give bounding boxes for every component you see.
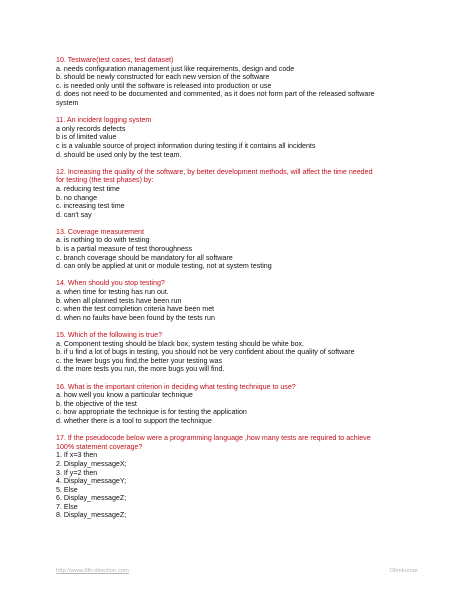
question-12 — [56, 168, 438, 220]
answer-option-b: b. is a partial measure of test thoroughness — [56, 245, 193, 254]
pseudocode-line: 4. Display_messageY; — [56, 477, 127, 486]
answer-option-c: c. increasing test time — [56, 202, 125, 211]
answer-option-a: a. Component testing should be black box, system testing should be white box. — [56, 339, 305, 348]
question-list — [56, 56, 438, 529]
answer-option-d: d. does not need to be documented and commented, as it does not form part of the released software — [56, 90, 375, 99]
pseudocode-line: 8. Display_messageZ; — [56, 511, 127, 520]
footer-link[interactable]: http://www.9th-direction.com — [56, 568, 129, 574]
question-10 — [56, 56, 438, 108]
question-14 — [56, 279, 438, 322]
answer-option-b: b. no change — [56, 193, 98, 202]
question-title: 11. An incident logging system — [56, 116, 152, 125]
question-title: 10. Testware(test cases, test dataset) — [56, 56, 174, 64]
question-title: 15. Which of the following is true? — [56, 331, 163, 339]
answer-option-d: d. the more tests you run, the more bugs you will find. — [56, 365, 225, 374]
question-11 — [56, 116, 438, 159]
answer-option-c: c. is needed only until the software is released into production or use — [56, 81, 272, 90]
answer-option-b: b. when all planned tests have been run — [56, 296, 182, 305]
pseudocode-line: 5. Else — [56, 485, 78, 494]
answer-option-d: d. should be used only by the test team. — [56, 150, 182, 159]
answer-option-a: a. is nothing to do with testing — [56, 236, 150, 245]
answer-option-d-continued: system — [56, 98, 79, 107]
answer-option-b: b is of limited value — [56, 133, 117, 142]
question-title: 16. What is the important criterion in deciding what testing technique to use? — [56, 382, 296, 391]
answer-option-c: c. branch coverage should be mandatory for all software — [56, 253, 233, 262]
answer-option-a: a. needs configuration management just like requirements, design and code — [56, 64, 295, 73]
answer-option-a: a only records defects — [56, 124, 126, 133]
answer-option-c: c is a valuable source of project information during testing if it contains all incidents — [56, 141, 316, 150]
answer-option-b: b. the objective of the test — [56, 399, 137, 408]
question-title-continued: for testing (the test phases) by: — [56, 176, 154, 185]
answer-option-d: d. when no faults have been found by the tests run — [56, 313, 215, 322]
question-title: 14. When should you stop testing? — [56, 279, 165, 288]
answer-option-c: c. how appropriate the technique is for testing the application — [56, 408, 247, 417]
footer-author: Ohmkumar — [389, 568, 418, 574]
pseudocode-line: 2. Display_messageX; — [56, 459, 127, 468]
question-13 — [56, 228, 438, 271]
answer-option-c: c. the fewer bugs you find,the better your testing was — [56, 356, 223, 365]
question-15 — [56, 331, 438, 374]
answer-option-d: d. can't say — [56, 210, 92, 219]
pseudocode-line: 3. If y=2 then — [56, 468, 98, 477]
answer-option-b: b. if u find a lot of bugs in testing, you should not be very confident about the quality of software — [56, 348, 355, 357]
question-title: 13. Coverage measurement — [56, 227, 144, 236]
pseudocode-line: 1. If x=3 then — [56, 451, 98, 460]
question-title-continued: 100% statement coverage? — [56, 442, 143, 451]
question-16 — [56, 383, 438, 426]
pseudocode-line: 7. Else — [56, 502, 78, 511]
question-title: 12. Increasing the quality of the software, by better development methods, will affect the time needed — [56, 167, 373, 176]
answer-option-d: d. can only be applied at unit or module testing, not at system testing — [56, 262, 272, 271]
page-footer — [56, 568, 418, 578]
question-17 — [56, 434, 438, 520]
pseudocode-line: 6. Display_messageZ; — [56, 494, 127, 503]
answer-option-a: a. when time for testing has run out. — [56, 288, 169, 297]
question-title: 17. If the pseudocode below were a programming language ,how many tests are required to achieve — [56, 434, 371, 443]
answer-option-d: d. whether there is a tool to support the technique — [56, 416, 212, 425]
answer-option-a: a. how well you know a particular technique — [56, 391, 193, 400]
answer-option-b: b. should be newly constructed for each new version of the software — [56, 73, 270, 82]
answer-option-c: c. when the test completion criteria have been met — [56, 305, 215, 314]
answer-option-a: a. reducing test time — [56, 184, 120, 193]
